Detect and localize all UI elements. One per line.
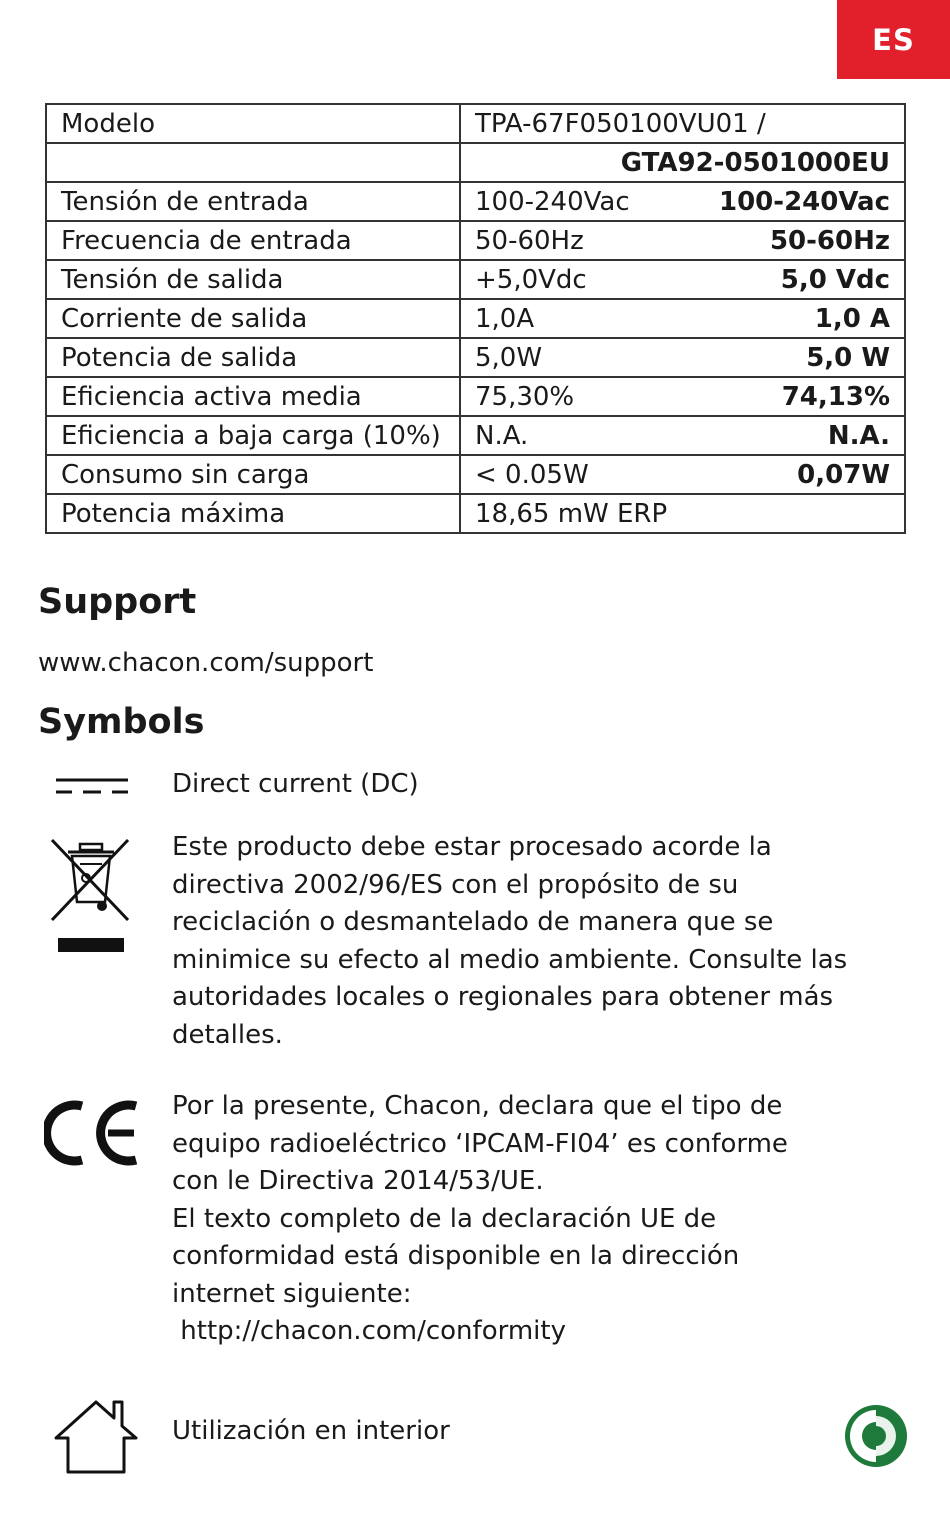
table-row [46, 299, 905, 338]
row-value: +5,0Vdc [475, 264, 587, 295]
row-value-alt: N.A. [827, 420, 890, 451]
symbols-heading: Symbols [38, 702, 205, 742]
row-label: Eficiencia a baja carga (10%) [46, 416, 460, 455]
house-icon [52, 1398, 140, 1476]
row-value-alt: 74,13% [781, 381, 890, 412]
row-value: TPA-67F050100VU01 / [460, 104, 905, 143]
row-label: Tensión de entrada [46, 182, 460, 221]
row-value-alt: GTA92-0501000EU [460, 143, 905, 182]
indoor-text: Utilización en interior [172, 1416, 450, 1446]
table-row [46, 143, 905, 182]
table-row [46, 377, 905, 416]
conformity-link[interactable]: http://chacon.com/conformity [172, 1316, 566, 1346]
row-label: Consumo sin carga [46, 455, 460, 494]
support-heading: Support [38, 582, 197, 622]
row-label [46, 143, 460, 182]
row-value-alt: 50-60Hz [769, 225, 890, 256]
table-row [46, 455, 905, 494]
table-row [46, 260, 905, 299]
language-badge: ES [837, 0, 950, 79]
row-value-alt: 0,07W [797, 459, 890, 490]
row-value: 100-240Vac [475, 186, 630, 217]
row-value-alt: 5,0 Vdc [780, 264, 890, 295]
row-value: N.A. [475, 420, 529, 451]
table-row [46, 104, 905, 143]
table-row [46, 182, 905, 221]
dc-icon [54, 776, 130, 798]
row-value-alt: 1,0 A [814, 303, 890, 334]
row-label: Eficiencia activa media [46, 377, 460, 416]
table-row [46, 221, 905, 260]
row-value: 1,0A [475, 303, 535, 334]
row-value: 18,65 mW ERP [460, 494, 905, 533]
row-value: 5,0W [475, 342, 543, 373]
row-label: Potencia máxima [46, 494, 460, 533]
row-label: Modelo [46, 104, 460, 143]
table-row [46, 494, 905, 533]
row-value: < 0.05W [475, 459, 589, 490]
row-label: Tensión de salida [46, 260, 460, 299]
row-value-alt: 100-240Vac [719, 186, 890, 217]
specs-table [45, 103, 906, 534]
weee-bin-icon [50, 838, 132, 956]
row-value: 50-60Hz [475, 225, 584, 256]
table-row [46, 338, 905, 377]
ce-mark-icon [44, 1098, 140, 1168]
ce-text: Por la presente, Chacon, declara que el tipo de equipo radioeléctrico ‘IPCAM-FI04’ es conforme con le Directiva 2014/53/UE. El texto completo de la declaración UE de conformidad está disponible en la dirección internet siguiente: http://chacon.com/conformity [172, 1088, 912, 1351]
table-row [46, 416, 905, 455]
row-value: 75,30% [475, 381, 575, 412]
row-value-alt: 5,0 W [806, 342, 890, 373]
green-dot-recycle-icon [842, 1402, 910, 1470]
weee-text: Este producto debe estar procesado acorde la directiva 2002/96/ES con el propósito de su reciclación o desmantelado de manera que se minimice su efecto al medio ambiente. Consulte las autoridades locales o regionales para obtener más detalles. [172, 832, 848, 1050]
row-label: Corriente de salida [46, 299, 460, 338]
dc-text: Direct current (DC) [172, 769, 419, 799]
row-label: Frecuencia de entrada [46, 221, 460, 260]
row-label: Potencia de salida [46, 338, 460, 377]
support-url[interactable]: www.chacon.com/support [38, 648, 374, 678]
